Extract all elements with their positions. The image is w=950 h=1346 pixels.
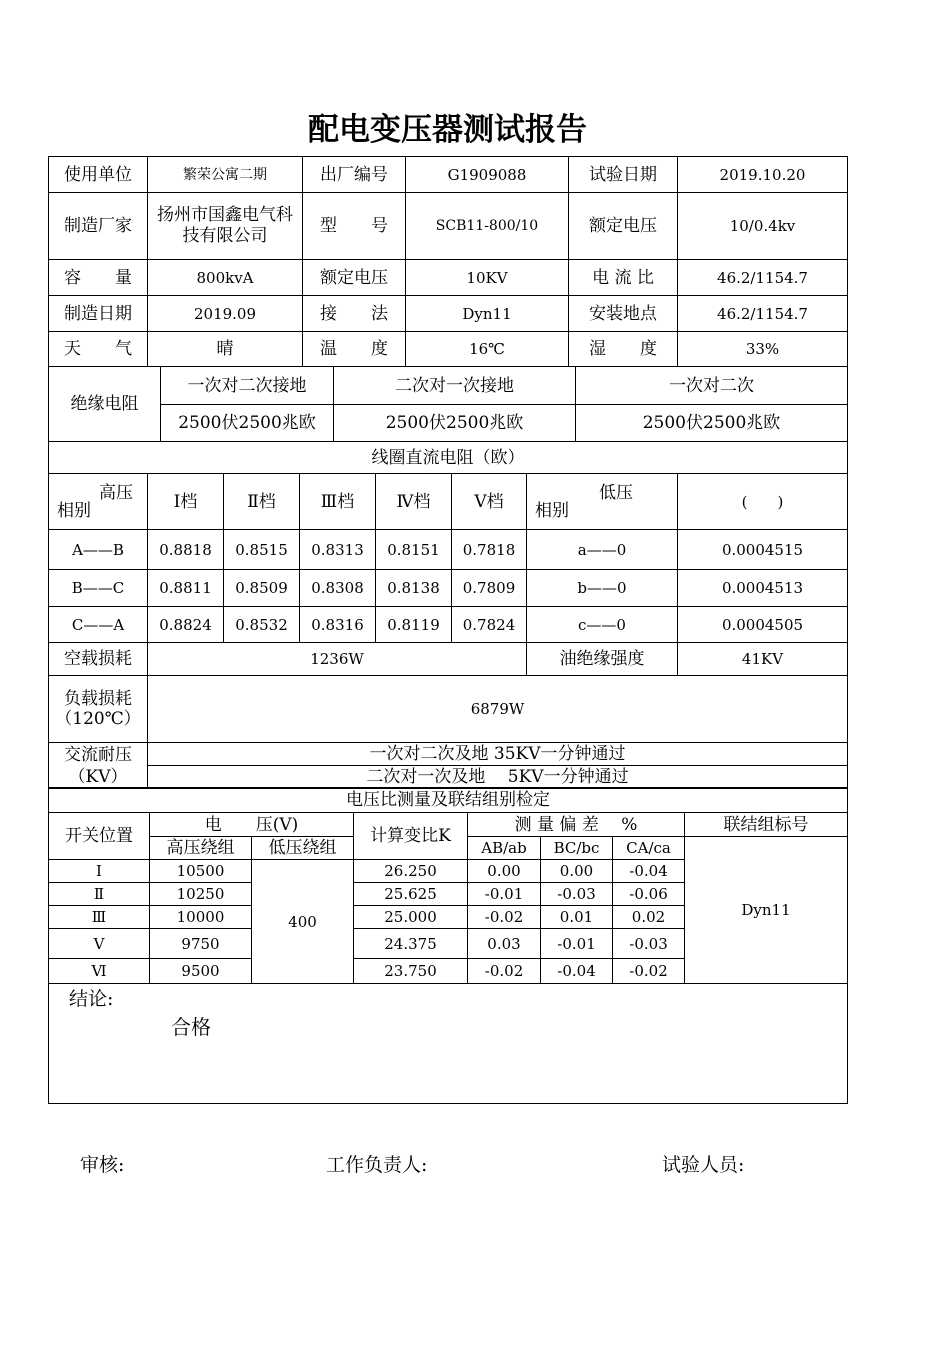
mfg-date-label: 制造日期: [49, 296, 148, 332]
noload-loss-label: 空载损耗: [49, 643, 148, 676]
value-cell: 0.7824: [452, 607, 527, 643]
value-cell: 0.8119: [376, 607, 452, 643]
phase-cell: C——A: [49, 607, 148, 643]
mfg-date-value: 2019.09: [148, 296, 303, 332]
position-cell: Ⅲ: [49, 906, 150, 929]
dev-ca-header: CA/ca: [613, 837, 685, 860]
lv-label: 低压: [599, 482, 633, 503]
load-loss-label: 负载损耗（120℃）: [49, 676, 148, 743]
temperature-label: 温 度: [303, 332, 406, 367]
voltage-header: 电 压(V): [150, 813, 354, 837]
dev-cell: -0.03: [613, 929, 685, 959]
position-cell: Ⅱ: [49, 883, 150, 906]
group-header: 联结组标号: [685, 813, 848, 837]
dev-ab-header: AB/ab: [468, 837, 541, 860]
rated-voltage-value: 10/0.4kv: [678, 193, 848, 260]
info-table: [48, 156, 848, 367]
conclusion-label: 结论:: [69, 988, 114, 1010]
temperature-value: 16℃: [406, 332, 569, 367]
lv-phase-cell: c——0: [527, 607, 678, 643]
k-cell: 25.625: [354, 883, 468, 906]
dev-cell: 0.03: [468, 929, 541, 959]
insulation-head-3: 一次对二次: [576, 367, 848, 405]
k-cell: 23.750: [354, 959, 468, 984]
ac-line-1: 一次对二次及地 35KV一分钟通过: [148, 743, 848, 766]
location-label: 安装地点: [569, 296, 678, 332]
value-cell: 0.8308: [300, 570, 376, 607]
humidity-label: 湿 度: [569, 332, 678, 367]
hv-cell: 9500: [150, 959, 252, 984]
test-date-value: 2019.10.20: [678, 157, 848, 193]
conclusion-value: 合格: [171, 1015, 211, 1039]
value-cell: 0.8313: [300, 530, 376, 570]
position-cell: Ⅵ: [49, 959, 150, 984]
value-cell: 0.8811: [148, 570, 224, 607]
lv-value-cell: 0.0004515: [678, 530, 848, 570]
capacity-label: 容 量: [49, 260, 148, 296]
weather-label: 天 气: [49, 332, 148, 367]
lv-phase-cell: a——0: [527, 530, 678, 570]
switch-position-header: 开关位置: [49, 813, 150, 860]
hv-label: 高压: [99, 482, 133, 503]
leader-label: 工作负责人:: [326, 1154, 428, 1176]
value-cell: 0.8151: [376, 530, 452, 570]
use-unit-value: 繁荣公寓二期: [148, 157, 303, 193]
lv-value-cell: 0.0004513: [678, 570, 848, 607]
k-cell: 26.250: [354, 860, 468, 883]
k-cell: 25.000: [354, 906, 468, 929]
load-loss-value: 6879W: [148, 676, 848, 743]
lv-value-cell: 0.0004505: [678, 607, 848, 643]
position-cell: Ⅴ: [49, 929, 150, 959]
tap-4-header: Ⅳ档: [376, 474, 452, 530]
value-cell: 0.8532: [224, 607, 300, 643]
dev-cell: 0.01: [541, 906, 613, 929]
ratio-title: 电压比测量及联结组别检定: [49, 788, 848, 813]
location-value: 46.2/1154.7: [678, 296, 848, 332]
lv-winding-header: 低压绕组: [252, 837, 354, 860]
tester-label: 试验人员:: [662, 1154, 745, 1176]
insulation-label: 绝缘电阻: [49, 367, 161, 442]
dev-cell: -0.02: [468, 906, 541, 929]
rated-voltage2-label: 额定电压: [303, 260, 406, 296]
group-value: Dyn11: [685, 837, 848, 984]
maker-label: 制造厂家: [49, 193, 148, 260]
dc-resistance-table: [48, 441, 848, 789]
dev-cell: -0.06: [613, 883, 685, 906]
lv-phase-label: 相别: [535, 500, 569, 521]
ratio-test-table: [48, 787, 848, 1104]
model-value: SCB11-800/10: [406, 193, 569, 260]
dev-cell: 0.00: [468, 860, 541, 883]
table-row: [49, 530, 848, 570]
tap-5-header: Ⅴ档: [452, 474, 527, 530]
current-ratio-value: 46.2/1154.7: [678, 260, 848, 296]
deviation-header: 测 量 偏 差 %: [468, 813, 685, 837]
conclusion-cell: [49, 984, 848, 1104]
ac-line-2: 二次对一次及地 5KV一分钟通过: [148, 766, 848, 789]
calc-ratio-header: 计算变比K: [354, 813, 468, 860]
value-cell: 0.8138: [376, 570, 452, 607]
position-cell: Ⅰ: [49, 860, 150, 883]
dev-cell: -0.04: [613, 860, 685, 883]
value-cell: 0.8316: [300, 607, 376, 643]
capacity-value: 800kvA: [148, 260, 303, 296]
phase-label: 相别: [57, 500, 91, 521]
hv-cell: 9750: [150, 929, 252, 959]
value-cell: 0.8824: [148, 607, 224, 643]
reviewer-label: 审核:: [80, 1154, 125, 1176]
connection-value: Dyn11: [406, 296, 569, 332]
serial-label: 出厂编号: [303, 157, 406, 193]
humidity-value: 33%: [678, 332, 848, 367]
lv-phase-header: [527, 474, 678, 530]
insulation-head-2: 二次对一次接地: [334, 367, 576, 405]
hv-phase-header: [49, 474, 148, 530]
value-cell: 0.7818: [452, 530, 527, 570]
current-ratio-label: 电 流 比: [569, 260, 678, 296]
table-row: [49, 607, 848, 643]
hv-cell: 10500: [150, 860, 252, 883]
table-row: [49, 570, 848, 607]
insulation-table: [48, 366, 848, 442]
dev-cell: -0.02: [468, 959, 541, 984]
hv-cell: 10250: [150, 883, 252, 906]
value-cell: 0.8818: [148, 530, 224, 570]
insulation-head-1: 一次对二次接地: [161, 367, 334, 405]
hv-winding-header: 高压绕组: [150, 837, 252, 860]
phase-cell: B——C: [49, 570, 148, 607]
tap-1-header: Ⅰ档: [148, 474, 224, 530]
dev-cell: -0.03: [541, 883, 613, 906]
rated-voltage2-value: 10KV: [406, 260, 569, 296]
oil-strength-value: 41KV: [678, 643, 848, 676]
k-cell: 24.375: [354, 929, 468, 959]
dev-bc-header: BC/bc: [541, 837, 613, 860]
report-title: 配电变压器测试报告: [308, 112, 587, 148]
use-unit-label: 使用单位: [49, 157, 148, 193]
oil-strength-label: 油绝缘强度: [527, 643, 678, 676]
lv-phase-cell: b——0: [527, 570, 678, 607]
serial-value: G1909088: [406, 157, 569, 193]
dev-cell: 0.02: [613, 906, 685, 929]
noload-loss-value: 1236W: [148, 643, 527, 676]
connection-label: 接 法: [303, 296, 406, 332]
value-cell: 0.8515: [224, 530, 300, 570]
maker-value: 扬州市国鑫电气科技有限公司: [148, 193, 303, 260]
dev-cell: 0.00: [541, 860, 613, 883]
phase-cell: A——B: [49, 530, 148, 570]
insulation-value-1: 2500伏2500兆欧: [161, 405, 334, 442]
lv-value: 400: [252, 860, 354, 984]
tap-3-header: Ⅲ档: [300, 474, 376, 530]
dev-cell: -0.01: [541, 929, 613, 959]
rated-voltage-label: 额定电压: [569, 193, 678, 260]
hv-cell: 10000: [150, 906, 252, 929]
tap-2-header: Ⅱ档: [224, 474, 300, 530]
ac-withstand-label: 交流耐压（KV）: [49, 743, 148, 789]
insulation-value-2: 2500伏2500兆欧: [334, 405, 576, 442]
value-cell: 0.8509: [224, 570, 300, 607]
lv-unit-header: ( ): [678, 474, 848, 530]
insulation-value-3: 2500伏2500兆欧: [576, 405, 848, 442]
dev-cell: -0.04: [541, 959, 613, 984]
dc-title: 线圈直流电阻（欧）: [49, 442, 848, 474]
model-label: 型 号: [303, 193, 406, 260]
value-cell: 0.7809: [452, 570, 527, 607]
dev-cell: -0.02: [613, 959, 685, 984]
weather-value: 晴: [148, 332, 303, 367]
test-date-label: 试验日期: [569, 157, 678, 193]
dev-cell: -0.01: [468, 883, 541, 906]
